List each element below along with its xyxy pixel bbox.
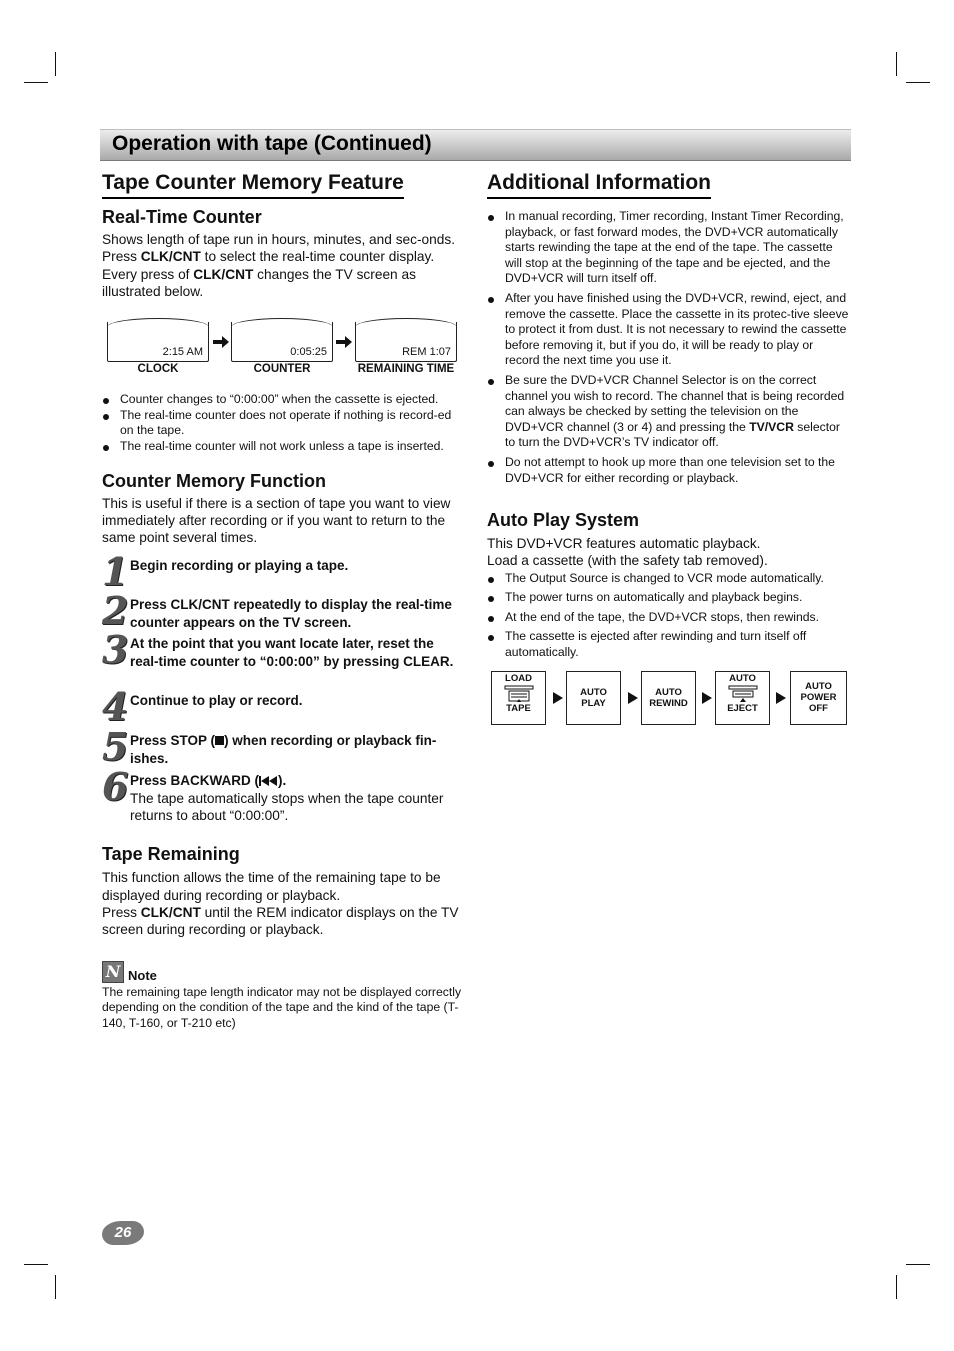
arrow-right-icon xyxy=(213,336,229,348)
section-title: Tape Counter Memory Feature xyxy=(102,170,404,199)
list-item: After you have finished using the DVD+VCR, rewind, eject, and remove the cassette. Place the cassette in its protec-tive sleeve to protect it from dust. It is not necessary to rewind the cassette before removing it, but if you do, it will be ready to play or record the next time you use it. xyxy=(487,291,849,369)
screen-caption: COUNTER xyxy=(253,363,311,376)
list-item: At the end of the tape, the DVD+VCR stops, then rewinds. xyxy=(487,610,849,626)
crop-mark xyxy=(24,82,48,83)
note-icon: N xyxy=(102,961,124,983)
crop-mark xyxy=(896,52,897,76)
backward-icon xyxy=(259,776,278,786)
crop-mark xyxy=(896,1275,897,1299)
arrow-right-icon xyxy=(553,692,563,704)
bullet-list xyxy=(102,392,466,454)
step-text: At the point that you want locate later, reset the real-time counter to “0:00:00” by pressing CLEAR. xyxy=(130,636,454,669)
flow-step-auto-power-off: AUTO POWER OFF xyxy=(790,671,847,725)
arrow-right-icon xyxy=(628,692,638,704)
paragraph: This DVD+VCR features automatic playback. xyxy=(487,536,761,552)
list-item: The Output Source is changed to VCR mode automatically. xyxy=(487,571,849,587)
banner-title: Operation with tape (Continued) xyxy=(112,132,432,155)
stop-icon xyxy=(215,736,224,745)
page-number: 26 xyxy=(102,1221,144,1245)
bullet-list xyxy=(487,571,849,661)
step-number: 4 xyxy=(102,684,129,730)
step-5 xyxy=(102,724,466,772)
step-number: 3 xyxy=(102,627,129,673)
note-text: The remaining tape length indicator may not be displayed correctly depending on the condition of the tape and the kind of the tape (T-140, T-160, or T-210 etc) xyxy=(102,984,462,1030)
crop-mark xyxy=(906,1264,930,1265)
crop-mark xyxy=(55,1275,56,1299)
arrow-right-icon xyxy=(336,336,352,348)
subheading-realtime-counter: Real-Time Counter xyxy=(102,207,262,227)
paragraph: Load a cassette (with the safety tab removed). xyxy=(487,553,768,569)
tv-screen xyxy=(107,322,209,362)
crop-mark xyxy=(906,82,930,83)
step-2 xyxy=(102,588,466,635)
step-text: Continue to play or record. xyxy=(130,693,303,709)
subheading-counter-memory: Counter Memory Function xyxy=(102,470,326,491)
subheading-tape-remaining: Tape Remaining xyxy=(102,844,240,865)
step-4 xyxy=(102,684,466,732)
screen-value: REM 1:07 xyxy=(402,346,451,359)
left-column xyxy=(102,170,466,1031)
list-item: Be sure the DVD+VCR Channel Selector is on the correct channel you wish to record. The channel that is being recorded can always be checked by setting the television on the DVD+VCR channel (3 or 4) and pressing the TV/VCR selector to turn the DVD+VCR’s TV indicator off. xyxy=(487,373,849,451)
paragraph: Press CLK/CNT until the REM indicator displays on the TV screen during recording or playback. xyxy=(102,904,459,938)
flow-step-label: AUTO xyxy=(729,672,756,684)
list-item: Counter changes to “0:00:00” when the cassette is ejected. xyxy=(102,392,466,408)
step-3 xyxy=(102,627,466,692)
step-number: 1 xyxy=(102,549,129,595)
flow-step-load-tape xyxy=(491,671,546,725)
step-6 xyxy=(102,764,466,824)
step-number: 2 xyxy=(102,588,129,634)
step-text: Begin recording or playing a tape. xyxy=(130,558,349,574)
note-label: Note xyxy=(128,967,157,983)
section-banner xyxy=(100,129,851,161)
paragraph: This function allows the time of the remaining tape to be displayed during recording or playback. xyxy=(102,870,441,903)
screen-value: 2:15 AM xyxy=(162,346,203,359)
cassette-insert-icon xyxy=(504,685,534,703)
list-item: The real-time counter will not work unless a tape is inserted. xyxy=(102,439,466,455)
auto-play-flow-diagram xyxy=(487,671,849,727)
list-item: The cassette is ejected after rewinding and turn itself off automatically. xyxy=(487,629,849,660)
counter-display-diagram xyxy=(102,322,466,382)
flow-step-auto-play: AUTO PLAY xyxy=(566,671,621,725)
list-item: In manual recording, Timer recording, Instant Timer Recording, playback, or fast forward modes, the DVD+VCR automatically starts rewinding the tape at the end of the tape. The cassette will stop at the beginning of the tape and be ejected, and the DVD+VCR will turn itself off. xyxy=(487,209,849,287)
crop-mark xyxy=(24,1264,48,1265)
screen-caption: REMAINING TIME xyxy=(357,363,455,376)
tv-screen xyxy=(231,322,333,362)
screen-value: 0:05:25 xyxy=(290,346,327,359)
arrow-right-icon xyxy=(776,692,786,704)
section-title: Additional Information xyxy=(487,170,711,199)
flow-step-auto-eject xyxy=(715,671,770,725)
list-item: The real-time counter does not operate if nothing is record-ed on the tape. xyxy=(102,408,466,439)
step-number: 6 xyxy=(102,764,129,810)
crop-mark xyxy=(55,52,56,76)
screen-caption: CLOCK xyxy=(137,363,179,376)
flow-step-auto-rewind: AUTO REWIND xyxy=(641,671,696,725)
cassette-eject-icon xyxy=(728,685,758,703)
note-header xyxy=(102,961,466,983)
flow-step-label: TAPE xyxy=(506,702,531,714)
tv-screen xyxy=(355,322,457,362)
step-number: 5 xyxy=(102,724,129,770)
step-list xyxy=(102,549,466,824)
flow-step-label: EJECT xyxy=(727,702,758,714)
flow-step-label: LOAD xyxy=(505,672,532,684)
step-1 xyxy=(102,549,466,596)
step-text: Press BACKWARD ( ). xyxy=(130,773,287,789)
note xyxy=(102,961,466,1032)
paragraph: Every press of CLK/CNT changes the TV screen as illustrated below. xyxy=(102,266,416,299)
step-detail: The tape automatically stops when the tape counter returns to about “0:00:00”. xyxy=(130,790,444,824)
bullet-list xyxy=(487,209,849,486)
subheading-auto-play: Auto Play System xyxy=(487,510,640,531)
right-column xyxy=(487,170,849,727)
step-text: Press STOP ( ) when recording or playback fin-ishes. xyxy=(130,733,437,766)
list-item: Do not attempt to hook up more than one television set to the DVD+VCR for either recording or playback. xyxy=(487,455,849,486)
step-text: Press CLK/CNT repeatedly to display the real-time counter appears on the TV screen. xyxy=(130,597,452,630)
arrow-right-icon xyxy=(702,692,712,704)
list-item: The power turns on automatically and playback begins. xyxy=(487,590,849,606)
paragraph: Shows length of tape run in hours, minutes, and sec-onds. Press CLK/CNT to select the real-time counter display. xyxy=(102,232,456,265)
paragraph: This is useful if there is a section of tape you want to view immediately after recording or if you want to return to the same point several times. xyxy=(102,495,451,546)
